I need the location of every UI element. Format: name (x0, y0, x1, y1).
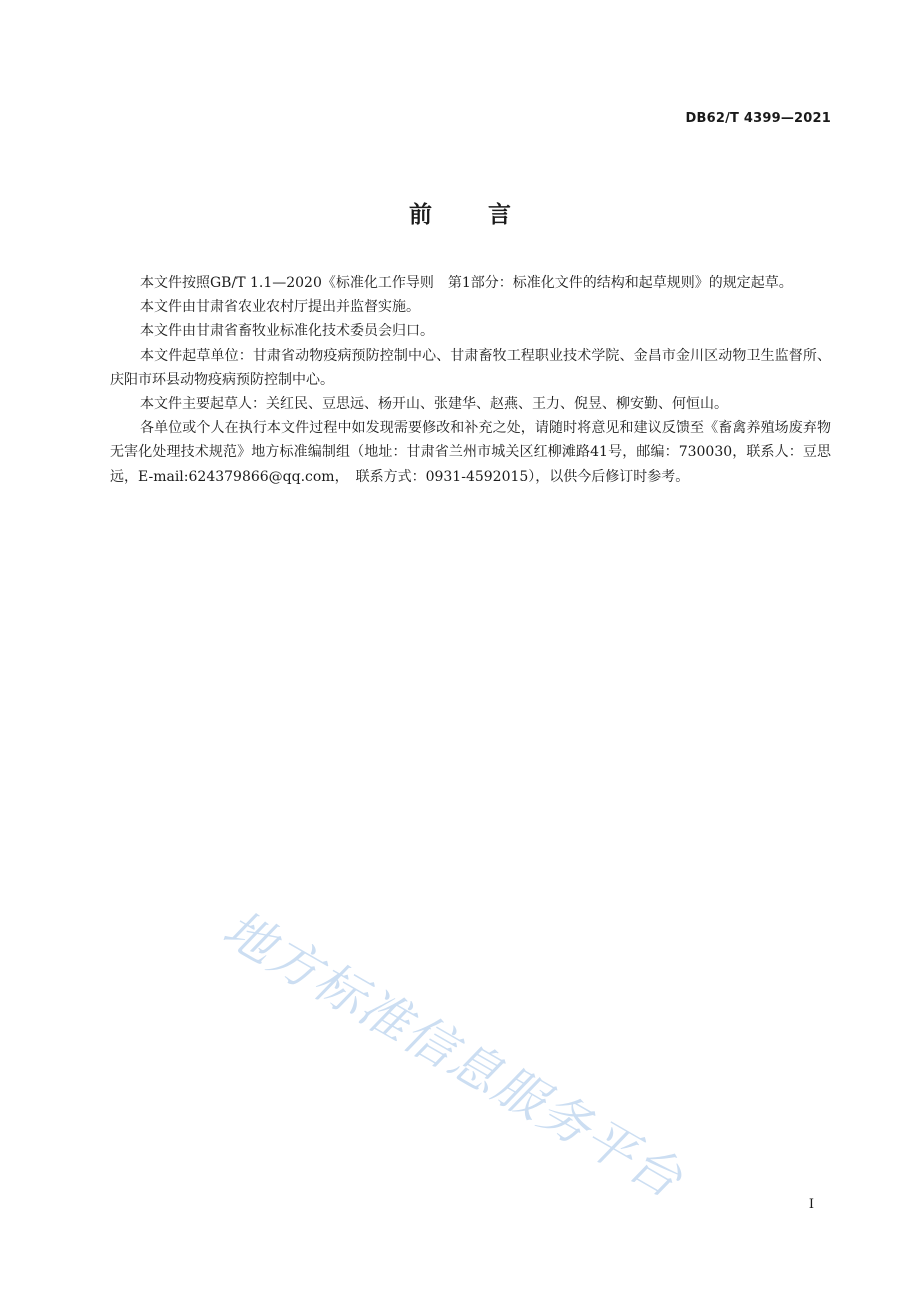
paragraph-drafters: 本文件主要起草人：关红民、豆思远、杨开山、张建华、赵燕、王力、倪昱、柳安勤、何恒山。 (140, 396, 728, 413)
foreword-body (110, 271, 831, 489)
standard-number: DB62/T 4399—2021 (685, 111, 831, 126)
paragraph-drafting-basis: 本文件按照GB/T 1.1—2020《标准化工作导则 第1部分：标准化文件的结构和起草规则》的规定起草。 (140, 275, 793, 291)
paragraph-drafting-units: 本文件起草单位：甘肃省动物疫病预防控制中心、甘肃畜牧工程职业技术学院、金昌市金川区动物卫生监督所、庆阳市环县动物疫病预防控制中心。 (110, 347, 831, 388)
watermark: 地方标准信息服务平台 (213, 899, 693, 1210)
page-title: 前言 (409, 202, 567, 228)
paragraph-feedback: 各单位或个人在执行本文件过程中如发现需要修改和补充之处，请随时将意见和建议反馈至《畜禽养殖场废弃物无害化处理技术规范》地方标准编制组（地址：甘肃省兰州市城关区红柳滩路41号，邮编：730030，联系人：豆思远，E-mail:624379866@qq.com， 联系方式：0931-4592015），以供今后修订时参考。 (110, 420, 831, 485)
page-number: I (808, 1197, 814, 1212)
paragraph-proposer: 本文件由甘肃省农业农村厅提出并监督实施。 (140, 299, 420, 316)
paragraph-committee: 本文件由甘肃省畜牧业标准化技术委员会归口。 (140, 323, 434, 340)
